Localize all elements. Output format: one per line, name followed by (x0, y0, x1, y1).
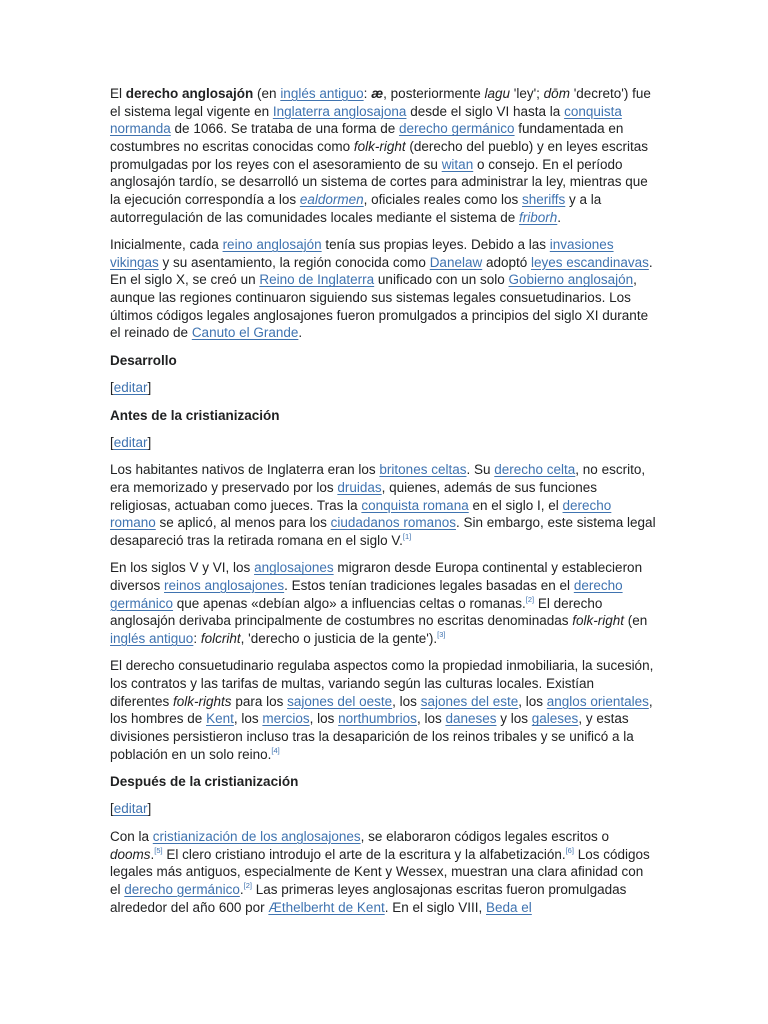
text-run: (en (624, 613, 648, 629)
link-ciudadanos-romanos[interactable]: ciudadanos romanos (330, 515, 456, 531)
link-ingles-antiguo[interactable]: inglés antiguo (110, 630, 194, 646)
text-run: , los (309, 711, 339, 727)
link-derecho-germanico[interactable]: derecho germánico (398, 121, 515, 137)
bracket-close: ] (147, 434, 152, 450)
citation-ref-5[interactable]: [5] (154, 845, 163, 855)
citation-ref-2[interactable]: [2] (525, 594, 535, 604)
bracket-close: ] (147, 801, 152, 817)
text-run: adoptó (482, 254, 532, 270)
edit-section-link[interactable]: editar (113, 380, 148, 396)
text-run: y su asentamiento, la región conocida como (158, 254, 430, 270)
text-run: Los habitantes nativos de Inglaterra eran los (110, 462, 380, 478)
citation-ref-2[interactable]: [2] (243, 880, 252, 890)
citation-ref-1[interactable]: [1] (402, 531, 412, 541)
link-reino-anglosajon[interactable]: reino anglosajón (222, 237, 322, 252)
text-run: . Sin embargo, este sistema legal desapareció tras la retirada romana en el siglo V. (110, 515, 656, 548)
text-run: En los siglos V y VI, los (110, 560, 255, 576)
term-folk-right: folk-right (572, 613, 625, 629)
paragraph-migration (110, 559, 657, 647)
text-run: , oficiales reales como los (363, 191, 522, 207)
section-heading-antes: Antes de la cristianización (110, 407, 280, 423)
text-run: se aplicó, al menos para los (155, 515, 331, 531)
link-daneses[interactable]: daneses (445, 711, 497, 727)
link-britones-celtas[interactable]: britones celtas (379, 462, 467, 478)
term-folk-rights: folk-rights (173, 693, 232, 709)
text-run: (en (253, 86, 281, 101)
citation-ref-3[interactable]: [3] (437, 629, 446, 639)
link-sajones-del-oeste[interactable]: sajones del oeste (287, 693, 393, 709)
link-inglaterra-anglosajona[interactable]: Inglaterra anglosajona (272, 103, 407, 119)
text-run: : (193, 630, 201, 646)
article-body (110, 85, 657, 926)
text-run: , 'derecho o justicia de la gente'). (240, 630, 438, 646)
text-run: : (363, 86, 372, 101)
link-derecho-celta[interactable]: derecho celta (494, 462, 576, 478)
text-run: . En el siglo VIII, (384, 899, 486, 915)
link-ingles-antiguo[interactable]: inglés antiguo (280, 86, 364, 101)
link-conquista-normanda[interactable]: conquista normanda (110, 103, 622, 137)
text-run: . (239, 881, 244, 897)
text-run: o consejo. En el período anglosajón tardío, se desarrolló un sistema de cortes para administrar la ley, mientras que la ejecución correspondía a los (110, 156, 648, 207)
paragraph-kingdoms (110, 236, 657, 342)
bracket-open: [ (110, 434, 114, 450)
text-run: de 1066. Se trataba de una forma de (170, 121, 399, 137)
link-conquista-romana[interactable]: conquista romana (361, 497, 469, 513)
text-run: , los hombres de (110, 693, 653, 727)
term-dooms: dooms (110, 846, 151, 862)
text-run: El (110, 86, 126, 101)
link-derecho-germanico[interactable]: derecho germánico (124, 881, 240, 897)
link-gobierno-anglosajon[interactable]: Gobierno anglosajón (508, 272, 634, 288)
text-run: . En el siglo X, se creó un (110, 254, 653, 288)
text-run: 'ley'; (510, 86, 544, 101)
paragraph-intro (110, 85, 657, 226)
term-lagu: lagu (484, 86, 510, 101)
link-northumbrios[interactable]: northumbrios (338, 711, 417, 727)
citation-ref-6[interactable]: [6] (565, 845, 574, 855)
link-sheriffs[interactable]: sheriffs (522, 191, 566, 207)
text-run: 'decreto') fue el sistema legal vigente en (110, 86, 651, 119)
link-derecho-germanico[interactable]: derecho germánico (110, 578, 623, 611)
term-derecho-anglosajon: derecho anglosajón (125, 86, 254, 101)
link-ealdormen[interactable]: ealdormen (299, 191, 364, 207)
text-run: y a la autorregulación de las comunidades locales mediante el sistema de (110, 191, 602, 225)
text-run: para los (231, 693, 288, 709)
edit-section-link[interactable]: editar (113, 434, 148, 450)
text-run: . (557, 209, 562, 225)
text-run: , se elaboraron códigos legales escritos o (360, 828, 610, 844)
text-run: . Su (466, 462, 495, 478)
text-run: , y estas divisiones persistieron incluso tras la desaparición de los reinos tribales y se unificó a la población en un solo reino. (110, 711, 634, 762)
link-reinos-anglosajones[interactable]: reinos anglosajones (164, 578, 285, 593)
section-heading-desarrollo: Desarrollo (110, 352, 177, 368)
text-run: que apenas «debían algo» a influencias celtas o romanas. (173, 595, 526, 611)
text-run: , los (518, 693, 547, 709)
text-run: tenía sus propias leyes. Debido a las (321, 237, 550, 252)
link-aethelberht-de-kent[interactable]: Æthelberht de Kent (268, 899, 385, 915)
text-run: , los (392, 693, 421, 709)
edit-section-antes (110, 434, 657, 452)
text-run: , posteriormente (383, 86, 485, 101)
bracket-close: ] (147, 380, 152, 396)
text-run: Inicialmente, cada (110, 237, 223, 252)
edit-section-despues (110, 800, 657, 818)
link-witan[interactable]: witan (441, 156, 474, 172)
link-leyes-escandinavas[interactable]: leyes escandinavas (531, 254, 649, 270)
text-run: , los (233, 711, 263, 727)
text-run: Con la (110, 828, 153, 844)
text-run: Las primeras leyes anglosajonas escritas fueron promulgadas alrededor del año 600 por (110, 881, 627, 915)
link-mercios[interactable]: mercios (262, 711, 310, 727)
paragraph-customary-law (110, 657, 657, 763)
text-run: , no escrito, era memorizado y preservado por los (110, 462, 646, 495)
text-run: en el siglo I, el (468, 497, 563, 513)
text-run: , los (416, 711, 446, 727)
link-invasiones-vikingas[interactable]: invasiones vikingas (110, 237, 614, 270)
text-run: fundamentada en costumbres no escritas conocidas como (110, 121, 624, 154)
link-sajones-del-este[interactable]: sajones del este (420, 693, 519, 709)
text-run: . (298, 325, 303, 341)
text-run: El clero cristiano introdujo el arte de la escritura y la alfabetización. (162, 846, 566, 862)
link-druidas[interactable]: druidas (337, 479, 382, 495)
section-heading-despues: Después de la cristianización (110, 774, 299, 790)
link-anglosajones[interactable]: anglosajones (254, 560, 334, 576)
text-run: El derecho consuetudinario regulaba aspectos como la propiedad inmobiliaria, la sucesión, los contratos y las tarifas de multas, variando según las culturas locales. Existían diferentes (110, 658, 654, 709)
paragraph-christianization (110, 828, 657, 916)
text-run: , aunque las regiones continuaron siguiendo sus sistemas legales consuetudinarios. Los últimos códigos legales anglosajones fueron promulgados a principios del siglo XI durante el reinado de (110, 272, 649, 341)
link-anglos-orientales[interactable]: anglos orientales (546, 693, 649, 709)
paragraph-celtic (110, 461, 657, 549)
bracket-open: [ (110, 380, 114, 396)
link-beda-el-venerable[interactable]: Beda el (486, 899, 532, 915)
link-reino-de-inglaterra[interactable]: Reino de Inglaterra (259, 272, 375, 288)
link-kent[interactable]: Kent (206, 711, 234, 727)
text-run: desde el siglo VI hasta la (406, 103, 565, 119)
text-run: (derecho del pueblo) y en leyes escritas promulgadas por los reyes con el asesoramiento de su (110, 138, 649, 172)
text-run: El derecho anglosajón derivaba principalmente de costumbres no escritas denominadas (110, 595, 603, 629)
text-run: . Estos tenían tradiciones legales basadas en el (284, 578, 574, 593)
text-run: y los (496, 711, 532, 727)
link-cristianizacion-de-los-anglosajones[interactable]: cristianización de los anglosajones (152, 828, 361, 844)
bracket-open: [ (110, 801, 114, 817)
term-folk-right: folk-right (353, 138, 406, 154)
edit-section-desarrollo (110, 379, 657, 397)
term-ae: æ (371, 86, 384, 101)
text-run: . (150, 846, 155, 862)
text-run: migraron desde Europa continental y establecieron diversos (110, 560, 643, 593)
text-run: , quienes, además de sus funciones religiosas, actuaban como jueces. Tras la (110, 479, 598, 513)
text-run: unificado con un solo (374, 272, 509, 288)
link-friborh[interactable]: friborh (519, 209, 558, 225)
term-folcriht: folcriht (200, 630, 241, 646)
text-run: Los códigos legales más antiguos, especialmente de Kent y Wessex, muestran una clara afinidad con el (110, 846, 650, 897)
link-danelaw[interactable]: Danelaw (429, 254, 483, 270)
link-canuto-el-grande[interactable]: Canuto el Grande (191, 325, 299, 341)
link-derecho-romano[interactable]: derecho romano (110, 497, 612, 531)
edit-section-link[interactable]: editar (113, 801, 148, 817)
term-dom: dōm (543, 86, 570, 101)
citation-ref-4[interactable]: [4] (271, 745, 280, 755)
link-galeses[interactable]: galeses (531, 711, 579, 727)
